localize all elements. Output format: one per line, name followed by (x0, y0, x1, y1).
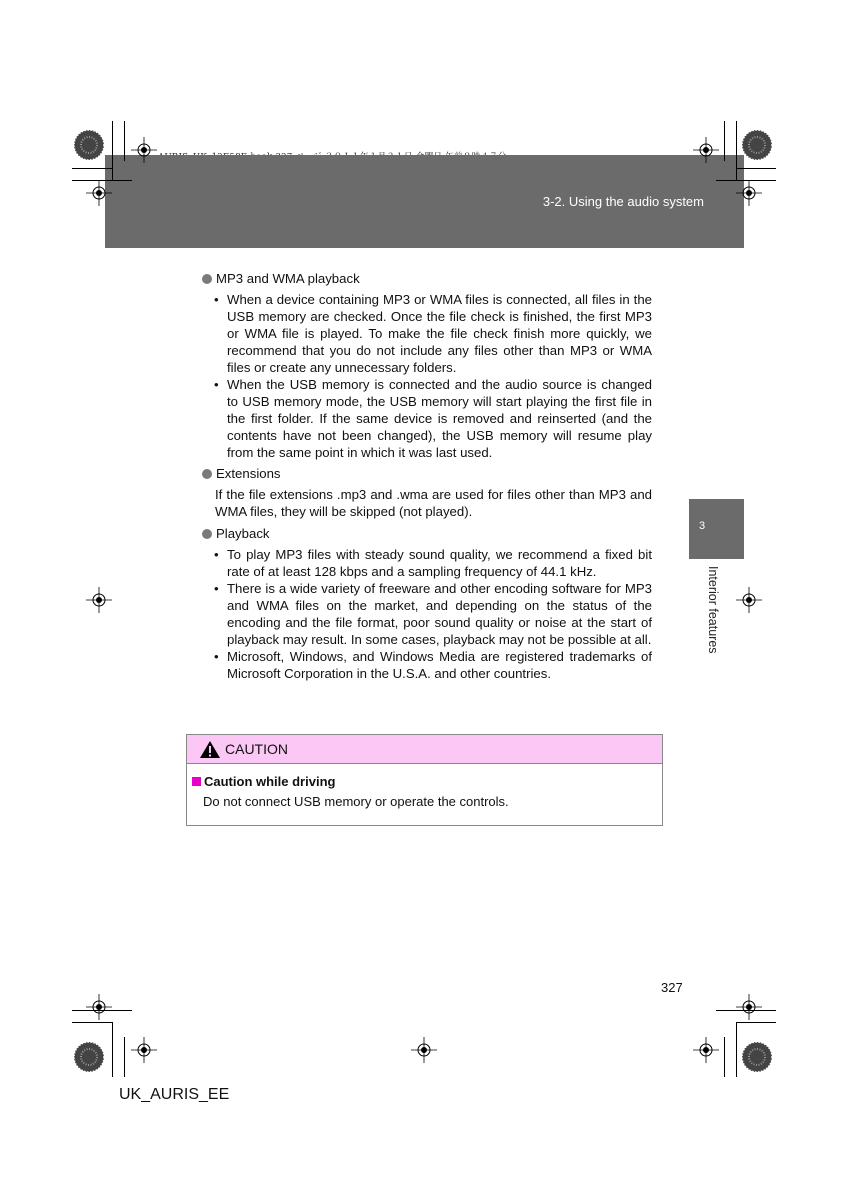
registration-target-icon (86, 180, 112, 206)
crop-mark (736, 121, 737, 181)
starburst-mark-icon (740, 1040, 774, 1074)
registration-target-icon (86, 994, 112, 1020)
bullet-mark: • (214, 581, 219, 596)
caution-text: Do not connect USB memory or operate the controls. (203, 794, 509, 809)
list-item-text: To play MP3 files with steady sound quality, we recommend a fixed bit rate of at least 128 kbps and a sampling frequency of 44.1 kHz. (227, 547, 652, 579)
chapter-tab (689, 499, 744, 559)
registration-target-icon (736, 994, 762, 1020)
warning-triangle-icon (199, 740, 221, 759)
page-number: 327 (661, 980, 683, 995)
bullet-mark: • (214, 292, 219, 307)
section-heading-playback (200, 525, 652, 542)
crop-mark (112, 121, 113, 181)
registration-target-icon (693, 1037, 719, 1063)
bullet-mark: • (214, 649, 219, 664)
crop-mark (724, 121, 725, 161)
caution-header (187, 735, 662, 764)
registration-target-icon (131, 1037, 157, 1063)
registration-target-icon (411, 1037, 437, 1063)
list-item-text: There is a wide variety of freeware and other encoding software for MP3 and WMA files on the market, and depending on the status of the encoding and the file format, poor sound quality or noise at the start of playback may result. In some cases, playback may not be possible at all. (227, 581, 652, 647)
crop-mark (736, 168, 776, 169)
list-item-text: Microsoft, Windows, and Windows Media are registered trademarks of Microsoft Corporation in the U.S.A. and other countries. (227, 649, 652, 681)
bullet-mark: • (214, 377, 219, 392)
crop-mark (724, 1037, 725, 1077)
caution-box (186, 734, 663, 826)
list-item (200, 546, 652, 580)
section-dot-icon (202, 529, 212, 539)
section-heading-text: Extensions (216, 466, 281, 481)
caution-subheading (192, 774, 662, 789)
crop-mark (124, 121, 125, 161)
playback-bullet-list (200, 546, 652, 682)
starburst-mark-icon (72, 128, 106, 162)
starburst-mark-icon (72, 1040, 106, 1074)
section-heading-mp3 (200, 270, 652, 287)
crop-mark (72, 168, 112, 169)
crop-mark (736, 1022, 737, 1077)
list-item (200, 648, 652, 682)
caution-label: CAUTION (225, 741, 288, 757)
list-item (200, 376, 652, 461)
section-header-band (105, 155, 744, 248)
extensions-paragraph: If the file extensions .mp3 and .wma are used for files other than MP3 and WMA files, they will be skipped (not played). (215, 487, 652, 519)
section-dot-icon (202, 274, 212, 284)
section-dot-icon (202, 469, 212, 479)
main-content (200, 270, 652, 684)
list-item-text: When the USB memory is connected and the audio source is changed to USB memory mode, the USB memory will start playing the first file in the first folder. If the same device is removed and reinserted (and the contents have not been changed), the USB memory will resume play from the same point in which it was last used. (227, 377, 652, 460)
registration-target-icon (736, 587, 762, 613)
chapter-label: Interior features (706, 566, 720, 654)
section-heading-text: Playback (216, 526, 270, 541)
crop-mark (72, 1022, 112, 1023)
square-marker-icon (192, 777, 201, 786)
registration-target-icon (693, 137, 719, 163)
bullet-mark: • (214, 547, 219, 562)
section-heading-text: MP3 and WMA playback (216, 271, 360, 286)
list-item-text: When a device containing MP3 or WMA files is connected, all files in the USB memory are checked. Once the file check is finished, the first MP3 or WMA file is played. To make the file check finish more quickly, we recommend that you do not include any files other than MP3 or WMA files or create any unnecessary folders. (227, 292, 652, 375)
list-item (200, 291, 652, 376)
registration-target-icon (86, 587, 112, 613)
crop-mark (736, 1022, 776, 1023)
crop-mark (124, 1037, 125, 1077)
starburst-mark-icon (740, 128, 774, 162)
footer-code: UK_AURIS_EE (119, 1086, 230, 1103)
registration-target-icon (736, 180, 762, 206)
crop-mark (112, 1022, 113, 1077)
list-item (200, 580, 652, 648)
caution-subheading-text: Caution while driving (204, 774, 336, 789)
section-heading-extensions (200, 465, 652, 482)
mp3-bullet-list (200, 291, 652, 461)
registration-target-icon (131, 137, 157, 163)
chapter-number: 3 (699, 520, 706, 532)
section-title: 3-2. Using the audio system (542, 194, 704, 209)
